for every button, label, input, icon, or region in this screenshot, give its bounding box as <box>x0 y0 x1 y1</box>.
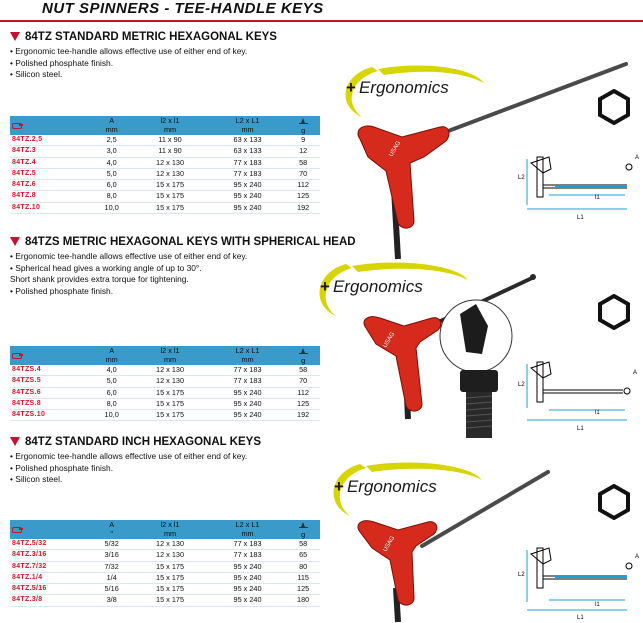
l2-x-l1-cell: 95 x 240 <box>209 191 286 202</box>
ergonomics-label: + Ergonomics <box>320 277 423 296</box>
l2-x-l1-cell: 77 x 183 <box>209 376 286 387</box>
table-row <box>10 135 320 146</box>
weight-cell: 70 <box>286 376 320 387</box>
spec-table <box>10 346 320 421</box>
ergonomics-label: + Ergonomics <box>346 78 449 97</box>
weight-cell: 125 <box>286 191 320 202</box>
triangle-bullet-icon <box>10 237 20 246</box>
bullet-text: • Polished phosphate finish. <box>10 57 114 68</box>
product-code-cell: 84TZ.4 <box>10 157 92 168</box>
product-code-cell: 84TZ.3 <box>10 146 92 157</box>
product-code-cell: 84TZ.10 <box>10 202 92 213</box>
l2-x-l1-short-cell: 12 x 130 <box>131 550 208 561</box>
spec-table <box>10 116 320 214</box>
bullet-text: • Ergonomic tee-handle allows effective use of either end of key. <box>10 46 248 56</box>
header-a: A mm <box>92 346 131 365</box>
l2-x-l1-short-cell: 11 x 90 <box>131 135 208 146</box>
header-a: A " <box>92 520 131 539</box>
svg-text:USAG: USAG <box>382 535 397 553</box>
product-code-cell: 84TZS.5 <box>10 376 92 387</box>
dim-label: L2 <box>518 382 525 388</box>
l2-x-l1-cell: 63 x 133 <box>209 146 286 157</box>
l2-x-l1-short-cell: 15 x 175 <box>131 387 208 398</box>
table-row <box>10 376 320 387</box>
size-a-cell: 1/4 <box>92 572 131 583</box>
table-row <box>10 595 320 606</box>
dimension-drawing <box>515 149 640 227</box>
product-code-cell: 84TZ.5/32 <box>10 539 92 550</box>
bullet-text: • Ergonomic tee-handle allows effective use of either end of key. <box>10 451 248 461</box>
hexagon-icon <box>596 484 632 520</box>
header-l2l1: L2 x L1 mm <box>209 116 286 135</box>
weight-icon <box>299 346 308 354</box>
table-header-row <box>10 520 320 539</box>
l2-x-l1-cell: 95 x 240 <box>209 398 286 409</box>
dimension-drawing <box>515 540 640 620</box>
weight-cell: 180 <box>286 595 320 606</box>
l2-x-l1-cell: 95 x 240 <box>209 180 286 191</box>
product-code-cell: 84TZS.10 <box>10 410 92 421</box>
section-description <box>10 251 265 297</box>
l2-x-l1-cell: 63 x 133 <box>209 135 286 146</box>
size-a-cell: 10,0 <box>92 202 131 213</box>
header-ref <box>10 116 92 135</box>
section-title: 84TZ STANDARD METRIC HEXAGONAL KEYS <box>10 31 277 43</box>
l2-x-l1-short-cell: 15 x 175 <box>131 572 208 583</box>
bullet-text: • Silicon steel. <box>10 69 63 79</box>
l2-x-l1-short-cell: 12 x 130 <box>131 168 208 179</box>
product-code-cell: 84TZS.4 <box>10 365 92 376</box>
section-description <box>10 451 265 486</box>
dim-label: L1 <box>577 615 584 620</box>
size-a-cell: 6,0 <box>92 180 131 191</box>
size-a-cell: 3,0 <box>92 146 131 157</box>
size-a-cell: 6,0 <box>92 387 131 398</box>
table-row <box>10 584 320 595</box>
weight-cell: 9 <box>286 135 320 146</box>
l2-x-l1-short-cell: 15 x 175 <box>131 202 208 213</box>
bullet-text: • Polished phosphate finish. <box>10 462 114 473</box>
product-code-cell: 84TZ.5/16 <box>10 584 92 595</box>
l2-x-l1-cell: 95 x 240 <box>209 410 286 421</box>
weight-cell: 58 <box>286 539 320 550</box>
dim-label: l1 <box>595 602 600 608</box>
key-ref-icon <box>12 121 23 128</box>
product-code-cell: 84TZ.6 <box>10 180 92 191</box>
bullet-text: • Ergonomic tee-handle allows effective use of either end of key. <box>10 251 248 261</box>
weight-icon <box>299 116 308 124</box>
l2-x-l1-cell: 77 x 183 <box>209 365 286 376</box>
weight-cell: 70 <box>286 168 320 179</box>
product-code-cell: 84TZ.2,5 <box>10 135 92 146</box>
l2-x-l1-short-cell: 12 x 130 <box>131 365 208 376</box>
l2-x-l1-cell: 95 x 240 <box>209 561 286 572</box>
header-l2l1-short: l2 x l1 mm <box>131 520 208 539</box>
section-inch <box>0 436 643 623</box>
size-a-cell: 5/32 <box>92 539 131 550</box>
weight-cell: 115 <box>286 572 320 583</box>
ergonomics-label: + Ergonomics <box>334 477 437 496</box>
section-metric <box>0 31 643 226</box>
title-rule <box>0 20 643 22</box>
l2-x-l1-cell: 95 x 240 <box>209 387 286 398</box>
dim-label: L1 <box>577 426 584 432</box>
weight-cell: 125 <box>286 398 320 409</box>
header-l2l1-short: l2 x l1 mm <box>131 346 208 365</box>
size-a-cell: 7/32 <box>92 561 131 572</box>
table-header-row <box>10 116 320 135</box>
dim-label: L2 <box>518 175 525 181</box>
table-row <box>10 410 320 421</box>
section-title: 84TZS METRIC HEXAGONAL KEYS WITH SPHERICAL HEAD <box>10 236 356 248</box>
l2-x-l1-short-cell: 12 x 130 <box>131 539 208 550</box>
dimension-drawing <box>515 354 640 434</box>
l2-x-l1-short-cell: 12 x 130 <box>131 157 208 168</box>
section-spherical <box>0 236 643 432</box>
table-row <box>10 387 320 398</box>
product-code-cell: 84TZS.8 <box>10 398 92 409</box>
bullet-text: • Silicon steel. <box>10 474 63 484</box>
weight-cell: 65 <box>286 550 320 561</box>
size-a-cell: 3/8 <box>92 595 131 606</box>
l2-x-l1-short-cell: 15 x 175 <box>131 561 208 572</box>
dim-label: l1 <box>595 195 600 201</box>
table-row <box>10 180 320 191</box>
l2-x-l1-cell: 77 x 183 <box>209 157 286 168</box>
l2-x-l1-short-cell: 15 x 175 <box>131 191 208 202</box>
weight-cell: 58 <box>286 157 320 168</box>
bullet-text: • Spherical head gives a working angle of up to 30°. <box>10 262 202 273</box>
l2-x-l1-cell: 95 x 240 <box>209 584 286 595</box>
size-a-cell: 8,0 <box>92 191 131 202</box>
hexagon-icon <box>596 89 632 125</box>
dim-label: L1 <box>577 215 584 221</box>
section-title: 84TZ STANDARD INCH HEXAGONAL KEYS <box>10 436 261 448</box>
table-row <box>10 398 320 409</box>
hexagon-icon <box>596 294 632 330</box>
l2-x-l1-cell: 77 x 183 <box>209 168 286 179</box>
weight-cell: 58 <box>286 365 320 376</box>
l2-x-l1-short-cell: 15 x 175 <box>131 398 208 409</box>
l2-x-l1-short-cell: 12 x 130 <box>131 376 208 387</box>
dim-label: L2 <box>518 572 525 578</box>
dim-label: l1 <box>595 410 600 416</box>
weight-cell: 125 <box>286 584 320 595</box>
product-code-cell: 84TZ.7/32 <box>10 561 92 572</box>
header-weight: g <box>286 116 320 135</box>
spec-table <box>10 520 320 607</box>
header-weight: g <box>286 520 320 539</box>
table-row <box>10 572 320 583</box>
dim-label: A <box>635 155 640 161</box>
header-l2l1: L2 x L1 mm <box>209 520 286 539</box>
table-row <box>10 550 320 561</box>
size-a-cell: 4,0 <box>92 157 131 168</box>
triangle-bullet-icon <box>10 437 20 446</box>
table-row <box>10 191 320 202</box>
spherical-head-detail-image <box>436 296 518 446</box>
size-a-cell: 3/16 <box>92 550 131 561</box>
table-row <box>10 539 320 550</box>
key-ref-icon <box>12 525 23 532</box>
size-a-cell: 5,0 <box>92 376 131 387</box>
product-code-cell: 84TZ.8 <box>10 191 92 202</box>
key-ref-icon <box>12 351 23 358</box>
l2-x-l1-short-cell: 11 x 90 <box>131 146 208 157</box>
l2-x-l1-short-cell: 15 x 175 <box>131 595 208 606</box>
l2-x-l1-cell: 95 x 240 <box>209 572 286 583</box>
product-code-cell: 84TZS.6 <box>10 387 92 398</box>
size-a-cell: 5,0 <box>92 168 131 179</box>
size-a-cell: 4,0 <box>92 365 131 376</box>
header-ref <box>10 520 92 539</box>
header-l2l1: L2 x L1 mm <box>209 346 286 365</box>
product-code-cell: 84TZ.1/4 <box>10 572 92 583</box>
table-row <box>10 146 320 157</box>
l2-x-l1-cell: 95 x 240 <box>209 595 286 606</box>
header-ref <box>10 346 92 365</box>
product-code-cell: 84TZ.3/8 <box>10 595 92 606</box>
svg-text:USAG: USAG <box>388 140 403 158</box>
table-row <box>10 561 320 572</box>
svg-text:USAG: USAG <box>382 331 397 349</box>
weight-cell: 80 <box>286 561 320 572</box>
l2-x-l1-short-cell: 15 x 175 <box>131 180 208 191</box>
bullet-text: • Polished phosphate finish. <box>10 285 114 296</box>
l2-x-l1-cell: 95 x 240 <box>209 202 286 213</box>
table-row <box>10 157 320 168</box>
bullet-text: Short shank provides extra torque for tightening. <box>10 274 189 284</box>
weight-cell: 12 <box>286 146 320 157</box>
triangle-bullet-icon <box>10 32 20 41</box>
weight-cell: 112 <box>286 387 320 398</box>
dim-label: A <box>635 554 640 560</box>
section-description <box>10 46 265 81</box>
table-row <box>10 365 320 376</box>
weight-cell: 192 <box>286 202 320 213</box>
dim-label: A <box>633 370 638 376</box>
weight-cell: 112 <box>286 180 320 191</box>
l2-x-l1-short-cell: 15 x 175 <box>131 584 208 595</box>
product-code-cell: 84TZ.5 <box>10 168 92 179</box>
page-title: NUT SPINNERS - TEE-HANDLE KEYS <box>42 0 324 17</box>
table-row <box>10 168 320 179</box>
weight-icon <box>299 520 308 528</box>
header-a: A mm <box>92 116 131 135</box>
size-a-cell: 2,5 <box>92 135 131 146</box>
table-header-row <box>10 346 320 365</box>
header-l2l1-short: l2 x l1 mm <box>131 116 208 135</box>
product-code-cell: 84TZ.3/16 <box>10 550 92 561</box>
size-a-cell: 10,0 <box>92 410 131 421</box>
l2-x-l1-short-cell: 15 x 175 <box>131 410 208 421</box>
l2-x-l1-cell: 77 x 183 <box>209 539 286 550</box>
size-a-cell: 5/16 <box>92 584 131 595</box>
header-weight: g <box>286 346 320 365</box>
table-row <box>10 202 320 213</box>
l2-x-l1-cell: 77 x 183 <box>209 550 286 561</box>
weight-cell: 192 <box>286 410 320 421</box>
size-a-cell: 8,0 <box>92 398 131 409</box>
